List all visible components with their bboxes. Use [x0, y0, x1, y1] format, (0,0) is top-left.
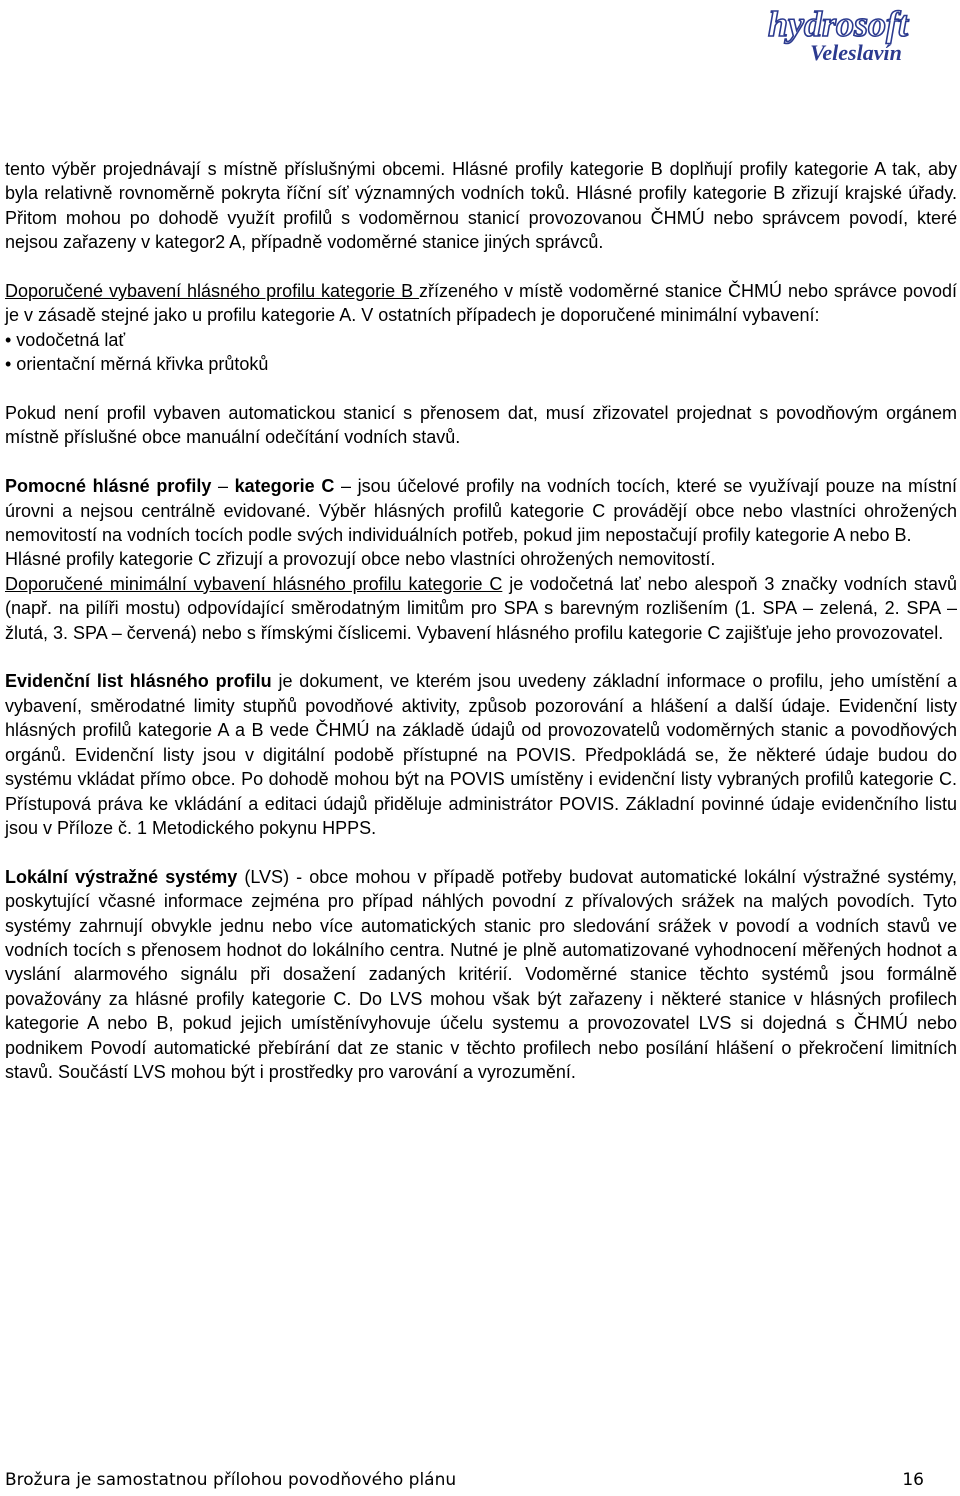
heading-auxiliary-profiles: Pomocné hlásné profily — [5, 476, 212, 497]
record-sheet-text: je dokument, ve kterém jsou uvedeny základní informace o profilu, jeho umístění a vybavení, směrodatné limity stupňů povodňové aktivity, způsob pozorování a hlášení a další údaje. Evidenční listy hlásných profilů kategorie A a B vede ČHMÚ na základě údajů od provozovatelů vodoměrných stanic a povodňových orgánů. Evidenční listy jsou v digitální podobě přístupné na POVIS. Předpokládá se, že některé údaje budou do systému vkládat přímo obce. Po dohodě mohou být na POVIS umístěny i evidenční listy vybraných profilů kategorie C. Přístupová práva ke vkládání a editaci údajů přiděluje administrátor POVIS. Základní povinné údaje evidenčního listu jsou v Příloze č. 1 Metodického pokynu HPPS. — [5, 671, 957, 838]
category-c-operators: Hlásné profily kategorie C zřizují a provozují obce nebo vlastníci ohrožených nemovitostí. — [5, 549, 716, 570]
paragraph-category-c: Pomocné hlásné profily – kategorie C – jsou účelové profily na vodních tocích, které se využívají pouze na místní úrovni a nejsou centrálně evidované. Výběr hlásných profilů kategorie C provádějí obce nebo vlastníci ohrožených nemovitostí na vodních tocích podle svých individuálních potřeb, pokud jim nepostačují profily kategorie A nebo B. Hlásné profily kategorie C zřizují a provozují obce nebo vlastníci ohrožených nemovitostí. Doporučené minimální vybavení hlásného profilu kategorie C je vodočetná lať nebo alespoň 3 značky vodních stavů (např. na pilíři mostu) odpovídající směrodatným limitům pro SPA s barevným rozlišením (1. SPA – zelená, 2. SPA – žlutá, 3. SPA – červená) nebo s římskými číslicemi. Vybavení hlásného profilu kategorie C zajišťuje jeho provozovatel. — [5, 476, 958, 643]
paragraph-categories-b: tento výběr projednávají s místně příslušnými obcemi. Hlásné profily kategorie B doplňují profily kategorie A tak, aby byla relativně rovnoměrně pokryta říční síť významných vodních toků. Hlásné profily kategorie B zřizují krajské úřady. Přitom mohou po dohodě využít profilů s vodoměrnou stanicí provozovanou ČHMÚ nebo správcem povodí, které nejsou zařazeny v kategor2 A, případně vodoměrné stanice jiných správců. — [5, 159, 957, 253]
hydrosoft-logo — [760, 2, 920, 68]
paragraph-manual-reading: Pokud není profil vybaven automatickou stanicí s přenosem dat, musí zřizovatel projednat s povodňovým orgánem místně příslušné obce manuální odečítání vodních stavů. — [5, 403, 957, 448]
heading-category-c: kategorie C — [234, 476, 335, 497]
page-footer — [5, 1470, 924, 1490]
equipment-c-text: je vodočetná lať nebo alespoň 3 značky vodních stavů (např. na pilíři mostu) odpovídající směrodatným limitům pro SPA s barevným rozlišením (1. SPA – zelená, 2. SPA – žlutá, 3. SPA – červená) nebo s římskými číslicemi. Vybavení hlásného profilu kategorie C zajišťuje jeho provozovatel. — [5, 573, 957, 643]
local-warning-text: (LVS) - obce mohou v případě potřeby budovat automatické lokální výstražné systémy, poskytující včasné informace zejména pro případ náhlých povodní z přívalových srážek na malých povodích. Tyto systémy zahrnují obvykle jednu nebo více automatických stanic pro sledování srážek v povodí a vodních stavů ve vodních tocích s přenosem hodnot do lokálního centra. Nutné je plně automatizované vyhodnocení měřených hodnot a vyslání alarmového signálu při dosažení zadaných kritérií. Vodoměrné stanice těchto systémů jsou formálně považovány za hlásné profily kategorie C. Do LVS mohou však být zařazeny i některé stanice v hlásných profilech kategorie A nebo B, pokud jejich umístěnívyhovuje účelu systemu a provozovatel LVS si dojedná s ČHMÚ nebo podnikem Povodí automatické přebírání dat ze stanic v těchto profilech nebo posílání hlášení o překročení limitních stavů. Součástí LVS mohou být i prostředky pro varování a vyrozumění. — [5, 866, 957, 1082]
heading-equipment-c: Doporučené minimální vybavení hlásného profilu kategorie C — [5, 573, 503, 594]
paragraph-equipment-b — [5, 279, 957, 377]
paragraph-local-warning — [5, 865, 957, 1085]
category-c-text: – jsou účelové profily na vodních tocích, které se využívají pouze na místní úrovni a nejsou centrálně evidované. Výběr hlásných profilů kategorie C provádějí obce nebo vlastníci ohrožených nemovitostí na vodních tocích podle svých individuálních potřeb, pokud jim nepostačují profily kategorie A nebo B. — [5, 476, 958, 546]
heading-equipment-b: Doporučené vybavení hlásného profilu kategorie B — [5, 281, 420, 302]
bullet-item-gauge: • vodočetná lať — [5, 329, 126, 350]
page-number: 16 — [902, 1470, 924, 1490]
heading-local-warning: Lokální výstražné systémy — [5, 866, 238, 887]
bullet-item-rating-curve: • orientační měrná křivka průtoků — [5, 354, 269, 375]
logo-brand: hydrosoft — [767, 4, 909, 44]
equipment-b-text: zřízeného v místě vodoměrné stanice ČHMÚ nebo správce povodí je v zásadě stejné jako u profilu kategorie A. V ostatních případech je doporučené minimální vybavení: — [5, 281, 957, 326]
heading-record-sheet: Evidenční list hlásného profilu — [5, 671, 272, 692]
footer-text: Brožura je samostatnou přílohou povodňového plánu — [5, 1470, 457, 1490]
logo-sub: Veleslavín — [810, 40, 902, 65]
document-body — [5, 157, 957, 1109]
paragraph-record-sheet — [5, 669, 957, 840]
